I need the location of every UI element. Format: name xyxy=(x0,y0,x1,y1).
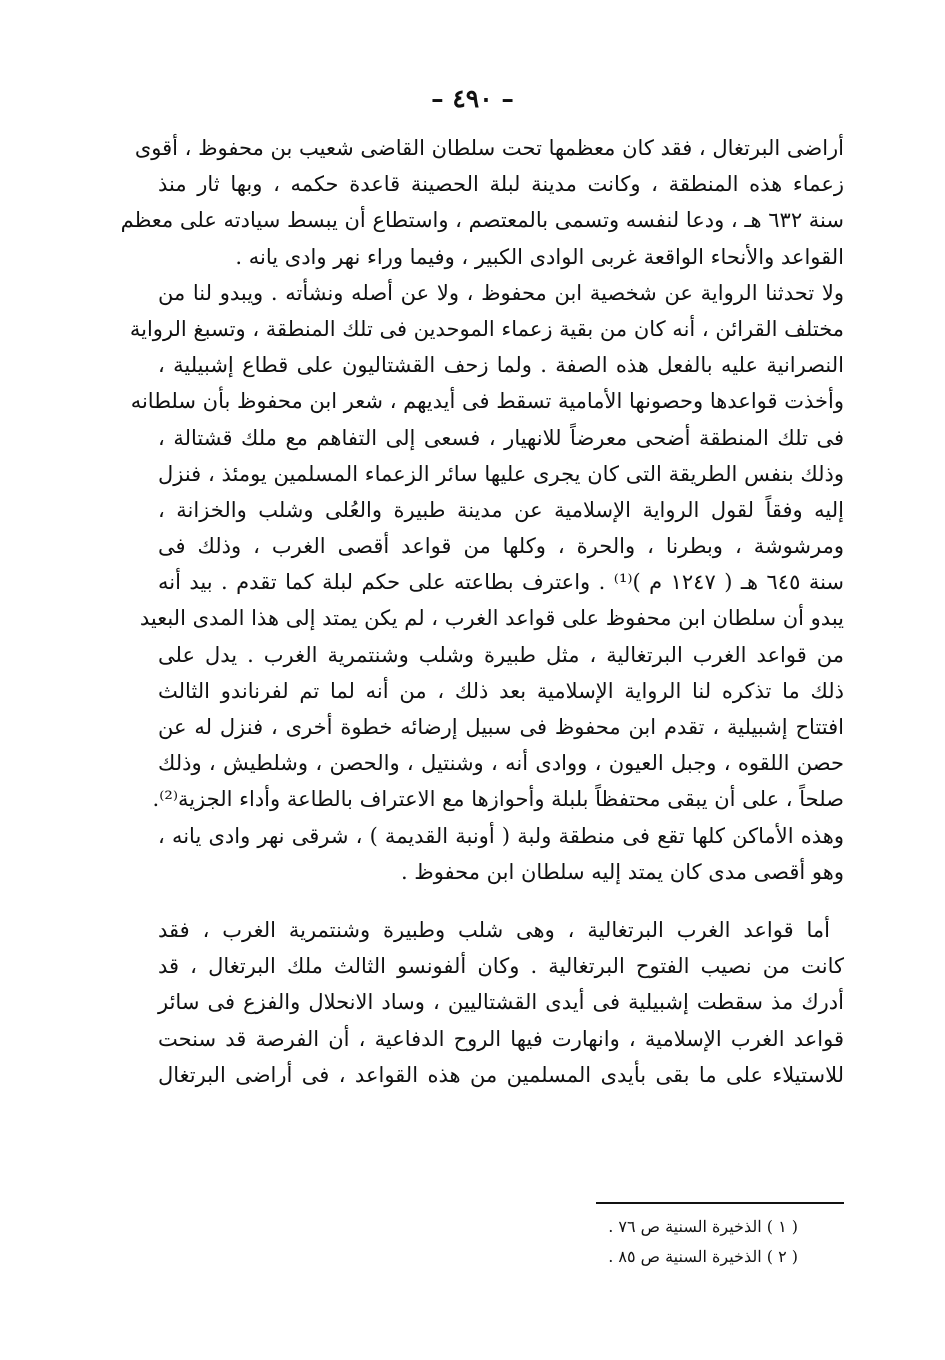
page-number: – ٤٩٠ – xyxy=(431,84,514,113)
text-line: أراضى البرتغال ، فقد كان معظمها تحت سلطان القاضى شعيب بن محفوظ ، أقوى xyxy=(134,136,844,160)
footnote-1: ( ١ ) الذخيرة السنية ص ٧٦ . xyxy=(608,1217,798,1236)
text-line: زعماء هذه المنطقة ، وكانت مدينة لبلة الحصينة قاعدة حكمه ، وبها ثار منذ xyxy=(158,172,844,197)
text-line: كانت من نصيب الفتوح البرتغالية . وكان ألفونسو الثالث ملك البرتغال ، قد xyxy=(158,954,844,979)
text-line: قواعد الغرب الإسلامية ، وانهارت فيها الروح الدفاعية ، أن الفرصة قد سنحت xyxy=(158,1026,844,1051)
footnotes xyxy=(400,1212,844,1272)
text-line: وهذه الأماكن كلها تقع فى منطقة ولبة ( أونبة القديمة ) ، شرقى نهر وادى يانه ، xyxy=(158,823,844,848)
text-line: القواعد والأنحاء الواقعة غربى الوادى الكبير ، وفيما وراء نهر وادى يانه . xyxy=(235,244,844,269)
body-text xyxy=(120,130,845,1093)
text-line: إليه وفقاً لقول الرواية الإسلامية عن مدينة طبيرة والعُلى وشلب والخزانة ، xyxy=(158,497,844,522)
text-line: أما قواعد الغرب البرتغالية ، وهى شلب وطبيرة وشنتمرية الغرب ، فقد xyxy=(158,917,830,942)
paragraph-gap xyxy=(158,890,844,912)
text-line: وهو أقصى مدى كان يمتد إليه سلطان ابن محفوظ . xyxy=(400,859,844,884)
footnote-2: ( ٢ ) الذخيرة السنية ص ٨٥ . xyxy=(608,1247,798,1266)
text-line: ولا تحدثنا الرواية عن شخصية ابن محفوظ ، ولا عن أصله ونشأته . ويبدو لنا من xyxy=(158,280,844,305)
text-line: يبدو أن سلطان ابن محفوظ على قواعد الغرب ، لم يكن يمتد إلى هذا المدى البعيد xyxy=(139,606,844,631)
footnote-divider xyxy=(596,1202,844,1204)
text-line: حصن اللقوه ، وجبل العيون ، ووادى أنه ، وشنتيل ، والحصن ، وشلطيش ، وذلك xyxy=(158,751,844,776)
text-line: ذلك ما تذكره لنا الرواية الإسلامية بعد ذلك ، من أنه لما تم لفرناندو الثالث xyxy=(158,678,844,703)
paragraph-2 xyxy=(158,912,844,1093)
text-line: افتتاح إشبيلية ، تقدم ابن محفوظ فى سبيل إرضائه خطوة أخرى ، فنزل له عن xyxy=(158,715,844,739)
text-line: سنة ٦٤٥ هـ ( ١٢٤٧ م )⁽¹⁾ . واعترف بطاعته على حكم لبلة كما تقدم . بيد أنه xyxy=(158,570,845,595)
text-line: فى تلك المنطقة أضحى معرضاً للانهيار ، فسعى إلى التفاهم مع ملك قشتالة ، xyxy=(158,425,844,450)
text-line: سنة ٦٣٢ هـ ، ودعا لنفسه وتسمى بالمعتصم ، واستطاع أن يبسط سيادته على معظم xyxy=(120,208,844,233)
text-line: النصرانية عليه بالفعل هذه الصفة . ولما زحف القشتاليون على قطاع إشبيلية ، xyxy=(158,353,844,378)
text-line: وأخذت قواعدها وحصونها الأمامية تسقط فى أيديهم ، شعر ابن محفوظ بأن سلطانه xyxy=(130,389,844,414)
text-line: من قواعد الغرب البرتغالية ، مثل طبيرة وشلب وشنتمرية الغرب . يدل على xyxy=(158,642,844,667)
text-line: صلحاً ، على أن يبقى محتفظاً بلبلة وأحوازها مع الاعتراف بالطاعة وأداء الجزية⁽²⁾. xyxy=(152,787,844,812)
text-line: للاستيلاء على ما بقى بأيدى المسلمين من هذه القواعد ، فى أراضى البرتغال xyxy=(158,1062,844,1087)
text-line: مختلف القرائن ، أنه كان من بقية زعماء الموحدين فى تلك المنطقة ، وتسبغ الرواية xyxy=(129,316,844,341)
text-line: ومرشوشة ، وبطرنا ، والحرة ، وكلها من قواعد أقصى الغرب ، وذلك فى xyxy=(158,534,844,559)
paragraph-1 xyxy=(120,130,845,890)
text-line: وذلك بنفس الطريقة التى كان يجرى عليها سائر الزعماء المسلمين يومئذ ، فنزل xyxy=(158,461,844,486)
text-line: أدرك مذ سقطت إشبيلية فى أيدى القشتاليين ، وساد الانحلال والفزع فى سائر xyxy=(158,990,844,1015)
